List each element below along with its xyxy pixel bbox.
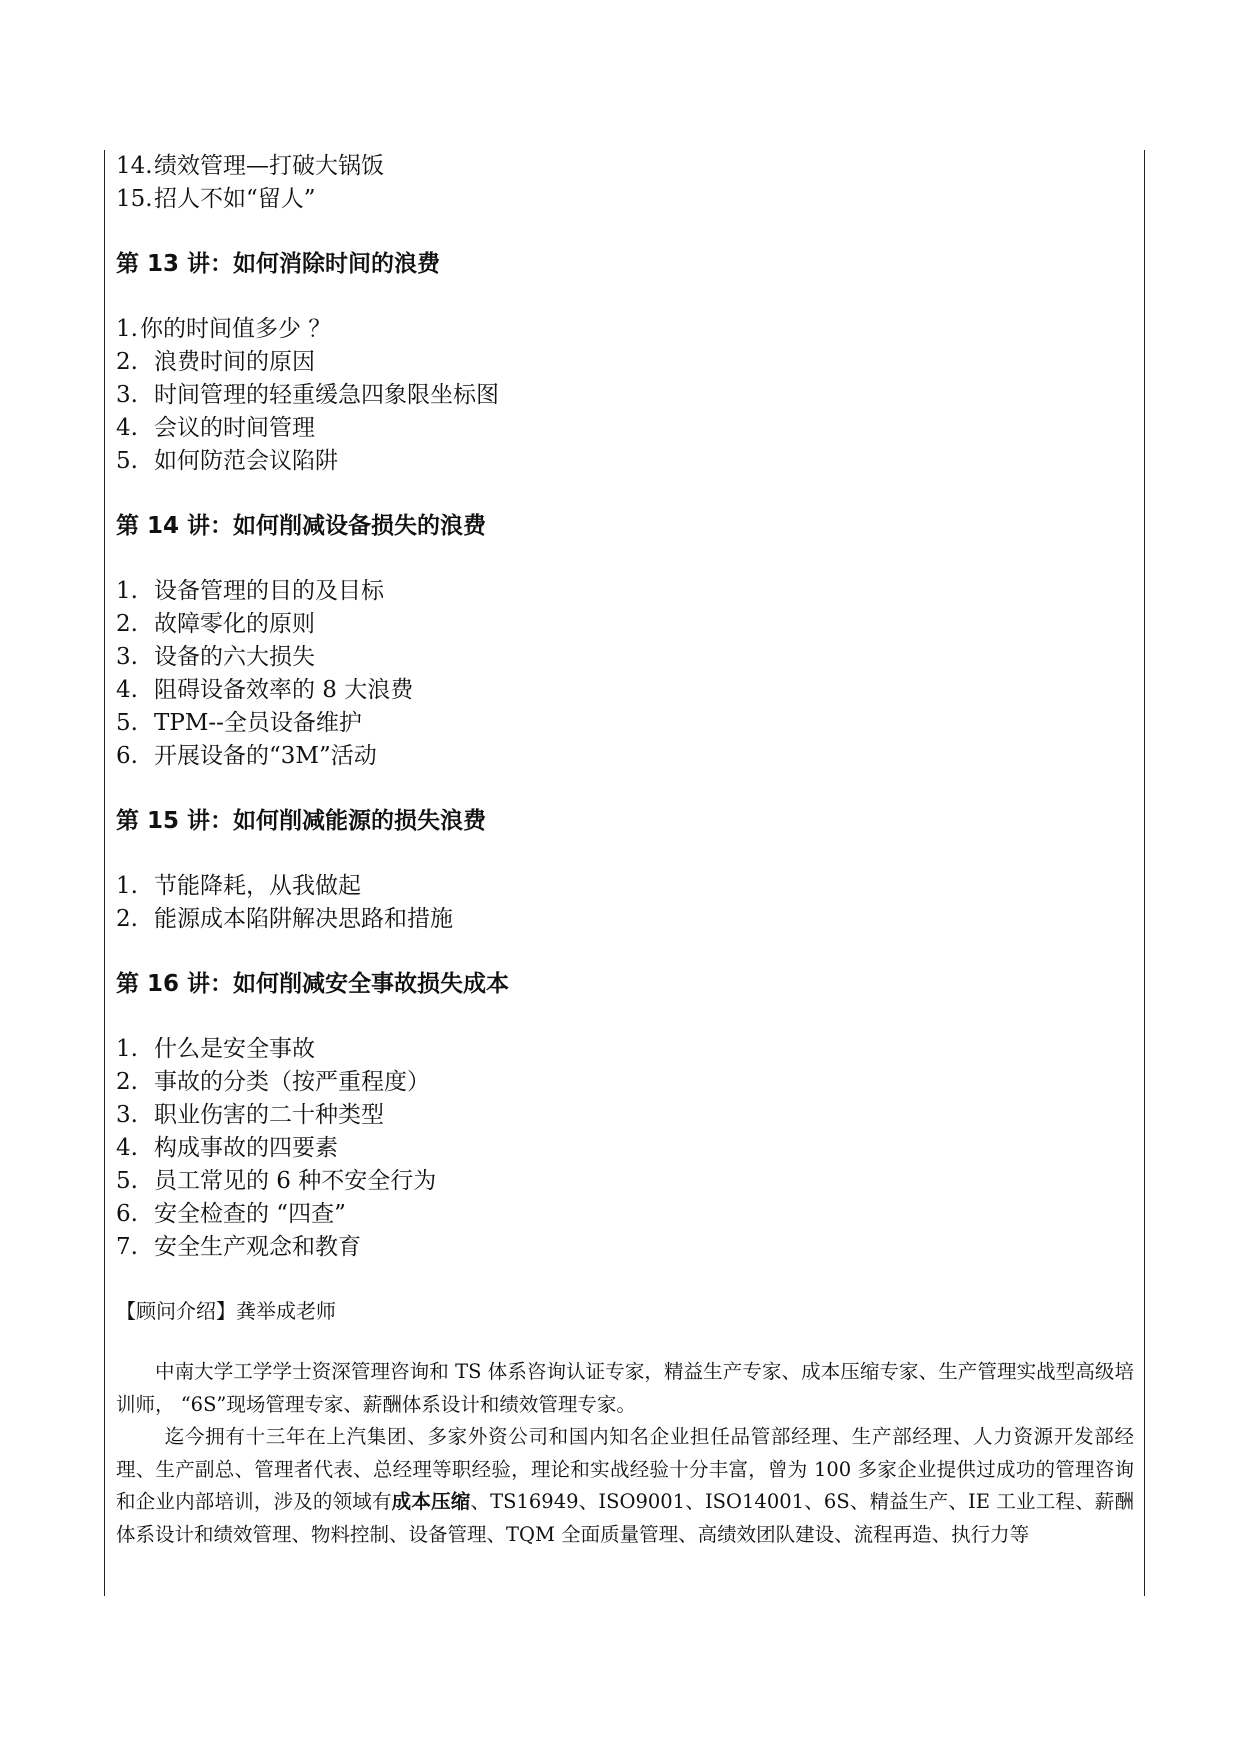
highlight-cost-compression: 成本压缩 [391, 1490, 471, 1513]
list-item: 1. 什么是安全事故 [116, 1036, 315, 1062]
list-item: 6. 开展设备的“3M”活动 [116, 743, 377, 769]
list-item: 4. 构成事故的四要素 [116, 1135, 338, 1161]
advisor-intro-paragraph: 中南大学工学学士资深管理咨询和 TS 体系咨询认证专家，精益生产专家、成本压缩专家、生产管理实战型高级培训师， “6S”现场管理专家、薪酬体系设计和绩效管理专家。 [116, 1360, 1134, 1416]
list-item: 15.招人不如“留人” [116, 186, 316, 212]
list-item: 2. 能源成本陷阱解决思路和措施 [116, 906, 453, 932]
list-item: 2. 浪费时间的原因 [116, 349, 315, 375]
section-list-13 [116, 313, 1134, 478]
list-item: 1. 节能降耗，从我做起 [116, 873, 361, 899]
list-item: 2. 事故的分类（按严重程度） [116, 1069, 430, 1095]
advisor-experience-paragraph: 迄今拥有十三年在上汽集团、多家外资公司和国内知名企业担任品管部经理、生产部经理、人力资源开发部经理、生产副总、管理者代表、总经理等职经验，理论和实战经验十分丰富，曾为 100 多家企业提供过成功的管理咨询和企业内部培训，涉及的领域有成本压缩、TS16949、ISO9001、ISO14001、6S、精益生产、IE 工业工程、薪酬体系设计和绩效管理、物料控制、设备管理、TQM 全面质量管理、高绩效团队建设、流程再造、执行力等 [116, 1425, 1134, 1546]
section-list-14 [116, 575, 1134, 773]
section-heading-15: 第 15 讲：如何削减能源的损失浪费 [116, 808, 487, 834]
list-item: 2. 故障零化的原则 [116, 611, 315, 637]
list-item: 4. 会议的时间管理 [116, 415, 315, 441]
top-list [116, 150, 1134, 216]
section-heading-14: 第 14 讲：如何削减设备损失的浪费 [116, 513, 487, 539]
list-item: 3. 时间管理的轻重缓急四象限坐标图 [116, 382, 499, 408]
list-item: 1.你的时间值多少 ？ [116, 316, 332, 342]
list-item: 5. 如何防范会议陷阱 [116, 448, 338, 474]
section-heading-16: 第 16 讲：如何削减安全事故损失成本 [116, 971, 510, 997]
list-item: 5. 员工常见的 6 种不安全行为 [116, 1168, 437, 1194]
advisor-title: 【顾问介绍】龚举成老师 [116, 1299, 336, 1323]
list-item: 6. 安全检查的 “四查” [116, 1201, 346, 1227]
list-item: 5. TPM--全员设备维护 [116, 710, 362, 736]
list-item: 4. 阻碍设备效率的 8 大浪费 [116, 677, 414, 703]
list-item: 7. 安全生产观念和教育 [116, 1234, 361, 1260]
list-item: 3. 职业伤害的二十种类型 [116, 1102, 384, 1128]
list-item: 1. 设备管理的目的及目标 [116, 578, 384, 604]
list-item: 3. 设备的六大损失 [116, 644, 315, 670]
section-list-15 [116, 870, 1134, 936]
document-body [116, 150, 1134, 1551]
section-heading-13: 第 13 讲：如何消除时间的浪费 [116, 251, 441, 277]
list-item: 14.绩效管理—打破大锅饭 [116, 153, 384, 179]
section-list-16 [116, 1033, 1134, 1264]
